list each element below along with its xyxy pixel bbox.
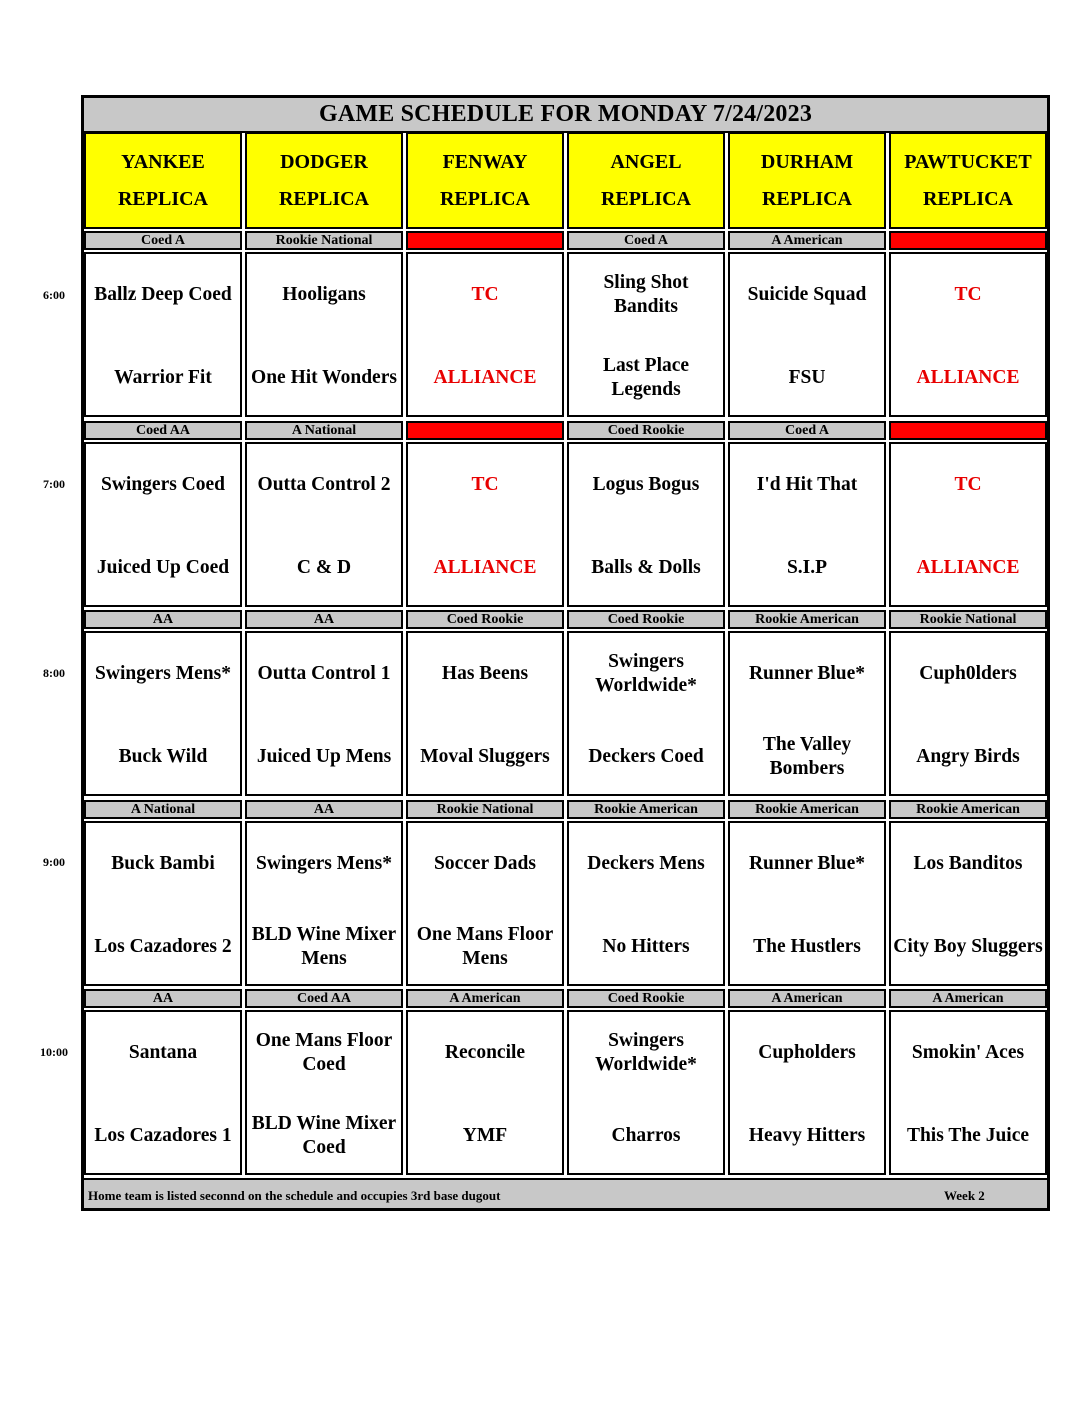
footer-bar — [84, 1178, 1047, 1208]
game-cell — [889, 252, 1047, 417]
division-label: AA — [245, 610, 403, 629]
home-team: YMF — [462, 1125, 508, 1146]
game-cell — [567, 821, 725, 986]
home-team: S.I.P — [786, 557, 828, 578]
game-cell — [245, 631, 403, 796]
game-cell — [889, 631, 1047, 796]
away-team: Hooligans — [282, 284, 366, 305]
division-label — [889, 421, 1047, 440]
game-cell — [84, 631, 242, 796]
field-header — [567, 132, 725, 229]
game-cell — [567, 1010, 725, 1175]
away-team: Soccer Dads — [433, 853, 536, 874]
division-label — [889, 231, 1047, 250]
game-cell — [406, 631, 564, 796]
field-header — [84, 132, 242, 229]
away-team: Cuph0lders — [919, 663, 1017, 684]
game-cell — [728, 252, 886, 417]
game-cell — [728, 1010, 886, 1175]
game-cell — [406, 252, 564, 417]
home-team: City Boy Sluggers — [893, 936, 1043, 957]
game-cell — [245, 442, 403, 607]
away-team: Runner Blue* — [748, 853, 866, 874]
away-team: TC — [954, 284, 982, 305]
away-team: Reconcile — [444, 1042, 526, 1063]
field-header — [406, 132, 564, 229]
page-title: GAME SCHEDULE FOR MONDAY 7/24/2023 — [318, 101, 813, 127]
division-label: A American — [728, 989, 886, 1008]
away-team: TC — [954, 474, 982, 495]
game-cell — [889, 821, 1047, 986]
division-label: Coed Rookie — [567, 421, 725, 440]
field-name: ANGEL — [610, 150, 682, 173]
game-cell — [84, 1010, 242, 1175]
away-team: TC — [471, 284, 499, 305]
game-cell — [245, 821, 403, 986]
home-team: Heavy Hitters — [748, 1125, 866, 1146]
away-team: Santana — [128, 1042, 198, 1063]
division-label: Rookie American — [889, 800, 1047, 819]
title-bar — [84, 98, 1047, 133]
field-header — [728, 132, 886, 229]
field-subtitle: REPLICA — [439, 187, 530, 210]
division-label: Rookie National — [406, 800, 564, 819]
game-cell — [245, 1010, 403, 1175]
game-cell — [84, 442, 242, 607]
home-team: FSU — [788, 367, 826, 388]
game-cell — [84, 252, 242, 417]
game-cell — [245, 252, 403, 417]
away-team: Outta Control 1 — [257, 663, 391, 684]
home-team: ALLIANCE — [916, 367, 1020, 388]
division-label: AA — [245, 800, 403, 819]
time-label: 6:00 — [43, 288, 65, 302]
game-cell — [889, 442, 1047, 607]
home-team: Los Cazadores 2 — [94, 936, 232, 957]
game-cell — [567, 442, 725, 607]
division-label: A National — [84, 800, 242, 819]
away-team: One Mans Floor Coed — [255, 1030, 393, 1075]
home-team: Los Cazadores 1 — [94, 1125, 232, 1146]
division-label: A National — [245, 421, 403, 440]
away-team: Swingers Worldwide* — [595, 1030, 697, 1075]
division-label: Coed Rookie — [567, 610, 725, 629]
game-cell — [728, 442, 886, 607]
footer-note: Home team is listed seconnd on the schedule and occupies 3rd base dugout — [88, 1188, 501, 1203]
division-label: Coed A — [567, 231, 725, 250]
home-team: Juiced Up Mens — [256, 746, 392, 767]
home-team: ALLIANCE — [433, 557, 537, 578]
time-label: 9:00 — [43, 855, 65, 869]
week-label: Week 2 — [944, 1188, 985, 1203]
home-team: ALLIANCE — [433, 367, 537, 388]
away-team: Logus Bogus — [592, 474, 700, 495]
away-team: Cupholders — [758, 1042, 856, 1063]
field-subtitle: REPLICA — [600, 187, 691, 210]
field-subtitle: REPLICA — [117, 187, 208, 210]
home-team: ALLIANCE — [916, 557, 1020, 578]
home-team: Juiced Up Coed — [96, 557, 230, 578]
home-team: C & D — [296, 557, 352, 578]
away-team: Swingers Coed — [100, 474, 226, 495]
division-label: AA — [84, 610, 242, 629]
home-team: The Hustlers — [753, 936, 861, 957]
division-label: Coed A — [728, 421, 886, 440]
division-label: A American — [406, 989, 564, 1008]
away-team: TC — [471, 474, 499, 495]
division-label: Coed Rookie — [567, 989, 725, 1008]
home-team: Last Place Legends — [602, 355, 690, 400]
home-team: One Hit Wonders — [251, 367, 397, 388]
field-header — [889, 132, 1047, 229]
away-team: Swingers Mens* — [95, 663, 231, 684]
division-label: Rookie National — [889, 610, 1047, 629]
schedule-sheet — [81, 95, 1050, 1211]
away-team: Outta Control 2 — [257, 474, 391, 495]
division-label — [406, 421, 564, 440]
field-subtitle: REPLICA — [278, 187, 369, 210]
division-label: A American — [889, 989, 1047, 1008]
division-label: Coed Rookie — [406, 610, 564, 629]
home-team: Warrior Fit — [114, 367, 212, 388]
field-name: YANKEE — [121, 150, 205, 173]
game-cell — [406, 1010, 564, 1175]
field-name: DODGER — [280, 150, 368, 173]
field-header — [245, 132, 403, 229]
home-team: One Mans Floor Mens — [416, 924, 554, 969]
away-team: Los Banditos — [913, 853, 1023, 874]
home-team: Angry Birds — [916, 746, 1020, 767]
time-label: 10:00 — [40, 1045, 68, 1059]
home-team: The Valley Bombers — [762, 734, 852, 779]
home-team: BLD Wine Mixer Mens — [251, 924, 397, 969]
home-team: Balls & Dolls — [591, 557, 701, 578]
away-team: Has Beens — [441, 663, 529, 684]
away-team: Swingers Mens* — [256, 853, 392, 874]
time-label: 8:00 — [43, 666, 65, 680]
division-label: Coed AA — [84, 421, 242, 440]
time-label: 7:00 — [43, 477, 65, 491]
division-label: Coed A — [84, 231, 242, 250]
division-label: A American — [728, 231, 886, 250]
away-team: Smokin' Aces — [911, 1042, 1025, 1063]
home-team: No Hitters — [602, 936, 690, 957]
game-cell — [728, 631, 886, 796]
field-subtitle: REPLICA — [922, 187, 1013, 210]
game-cell — [728, 821, 886, 986]
division-label: Coed AA — [245, 989, 403, 1008]
home-team: Charros — [611, 1125, 681, 1146]
away-team: Swingers Worldwide* — [595, 651, 697, 696]
game-cell — [84, 821, 242, 986]
field-subtitle: REPLICA — [761, 187, 852, 210]
home-team: Moval Sluggers — [420, 746, 550, 767]
division-label — [406, 231, 564, 250]
home-team: Deckers Coed — [588, 746, 704, 767]
home-team: Buck Wild — [118, 746, 208, 767]
division-label: Rookie American — [567, 800, 725, 819]
field-name: FENWAY — [442, 150, 528, 173]
away-team: I'd Hit That — [756, 474, 858, 495]
away-team: Runner Blue* — [748, 663, 866, 684]
division-label: Rookie American — [728, 610, 886, 629]
division-label: Rookie American — [728, 800, 886, 819]
game-cell — [567, 631, 725, 796]
game-cell — [406, 442, 564, 607]
division-label: Rookie National — [245, 231, 403, 250]
game-cell — [889, 1010, 1047, 1175]
away-team: Suicide Squad — [747, 284, 867, 305]
game-cell — [406, 821, 564, 986]
home-team: BLD Wine Mixer Coed — [251, 1113, 397, 1158]
away-team: Deckers Mens — [587, 853, 705, 874]
away-team: Buck Bambi — [111, 853, 215, 874]
away-team: Sling Shot Bandits — [603, 272, 689, 317]
home-team: This The Juice — [906, 1125, 1030, 1146]
field-name: DURHAM — [760, 150, 854, 173]
away-team: Ballz Deep Coed — [94, 284, 232, 305]
game-cell — [567, 252, 725, 417]
field-name: PAWTUCKET — [904, 150, 1032, 173]
division-label: AA — [84, 989, 242, 1008]
